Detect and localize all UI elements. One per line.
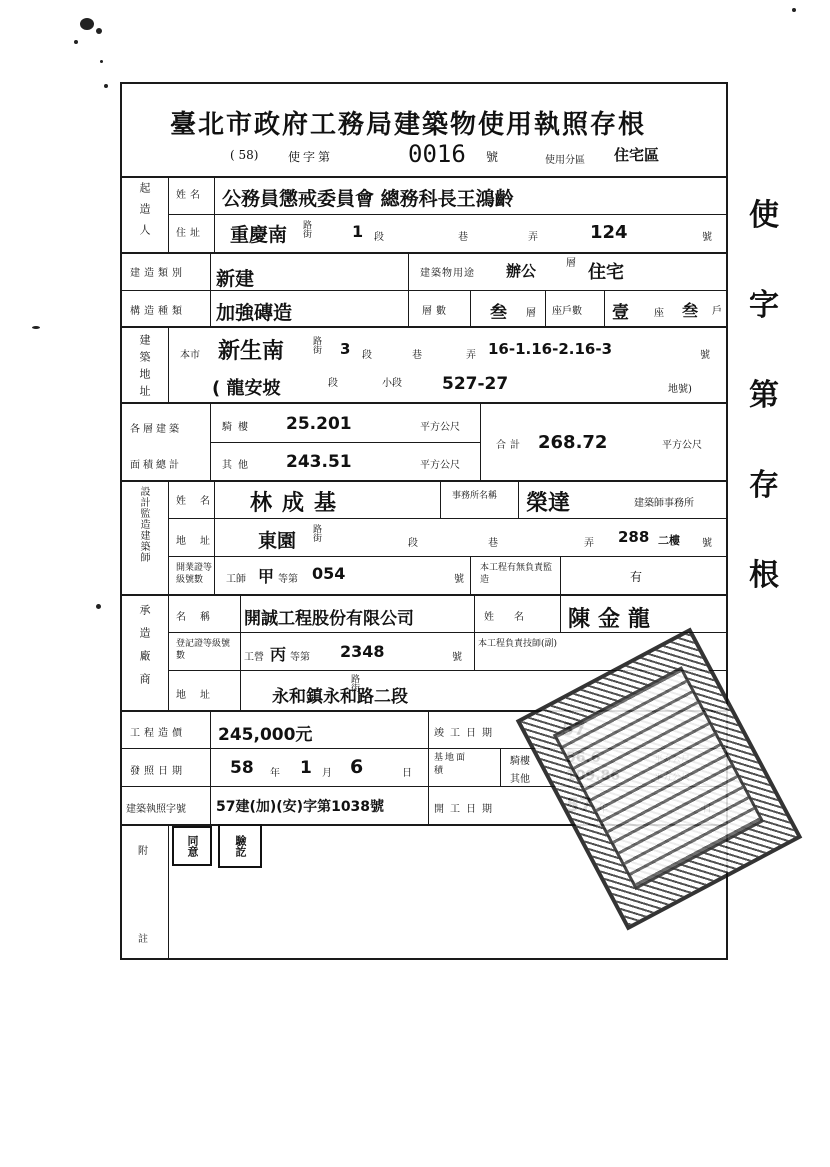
designer-addr-lane-unit: 巷 [488,538,498,549]
base-other-label: 其他 [510,774,530,785]
designer-addr-road: 東園 [258,530,297,552]
contractor-reg-number: 2348 [340,642,385,661]
contractor-person-label: 姓名 [484,612,544,623]
builder-addr-section: 1 [352,222,364,241]
builder-addr-hao: 號 [702,232,712,243]
designer-office-label: 事務所名稱 [452,491,498,501]
designer-resp-value: 有 [630,570,643,584]
area-arcade-value: 25.201 [286,414,352,434]
site-road: 新生南 [218,339,285,364]
large-seal-stamp [516,627,803,930]
license-hao: 號 [486,150,499,164]
contractor-person-value: 陳金龍 [568,607,659,632]
inspection-stamp [218,824,262,868]
issue-label: 發照日期 [130,766,186,777]
area-other-value: 243.51 [286,452,352,472]
structure-label: 構造種類 [130,306,186,317]
floors-label: 層數 [422,306,450,317]
margin-char-5: 根 [749,558,779,593]
license-year: ( 58) [230,148,259,162]
contractor-reg-grade: 丙 [270,645,287,664]
builder-addr-road: 重慶南 [230,224,288,246]
contractor-reg-hao: 號 [452,652,462,663]
units-value-2: 叁 [682,301,699,320]
site-group-label: 建築地址 [138,334,151,402]
designer-addr-hao: 號 [702,538,712,549]
margin-char-2: 字 [749,288,779,323]
designer-name-label: 姓名 [176,496,224,507]
margin-text-column [744,190,784,594]
units-unit-1: 座 [654,308,664,319]
contractor-addr-value: 永和鎮永和路二段 [272,687,408,707]
start-label: 開工日期 [434,804,498,815]
designer-license-number: 054 [312,564,346,583]
designer-addr-number: 288 [618,528,650,546]
contractor-tech-label: 本工程負責技師(副) [478,639,558,649]
designer-license-label: 開業證等級號數 [176,563,213,585]
base-arcade-label: 騎樓 [510,756,530,767]
build-type-label: 建造類別 [130,268,186,279]
license-number: 0016 [408,140,466,168]
floors-unit: 層 [526,308,536,319]
site-lane-unit: 巷 [412,350,422,361]
contractor-name-label: 名稱 [176,612,224,623]
designer-addr-road-unit: 路街 [311,524,321,542]
builder-name-value: 公務員懲戒委員會 總務科長王鴻齡 [222,188,514,210]
designer-license-mid: 等第 [278,574,298,585]
remarks-label-bottom: 註 [138,934,148,945]
designer-resp-label: 本工程有無負責監造 [480,563,553,585]
contractor-name-value: 開誠工程股份有限公司 [244,609,414,629]
use-value: 辦公 [506,262,537,280]
designer-license-grade: 甲 [258,567,275,586]
site-hao: 號 [700,350,710,361]
site-numbers: 16-1.16-2.16-3 [488,340,613,358]
zone-value: 住宅區 [614,146,660,164]
floors-value: 叁 [490,303,507,323]
area-total-label: 合計 [496,440,524,451]
area-group-label-2: 面積總計 [130,460,182,471]
site-section-unit: 段 [362,350,372,361]
structure-value: 加強磚造 [216,302,293,324]
build-type-value: 新建 [216,268,255,290]
site-road-unit: 路街 [311,336,321,354]
issue-d: 日 [402,768,412,779]
builder-addr-alley-unit: 弄 [528,232,538,243]
area-other-unit: 平方公尺 [420,460,460,471]
margin-char-1: 使 [749,198,779,233]
builder-addr-number: 124 [590,222,628,243]
builder-addr-section-unit: 段 [374,232,384,243]
site-lot: 527-27 [442,374,509,394]
permit-value: 57建(加)(安)字第1038號 [216,799,385,815]
base-label: 基地面積 [434,753,468,776]
area-total-value: 268.72 [538,432,608,453]
units-unit-2: 戶 [712,306,722,317]
designer-addr-section-unit: 段 [408,538,418,549]
license-number-label: 使字第 [288,150,334,164]
zone-label: 使用分區 [545,155,585,166]
inspection-stamp-text: 驗訖 [234,835,247,857]
use-floor-unit: 層 [566,258,576,269]
approval-stamp [172,826,212,866]
form-title: 臺北市政府工務局建築物使用執照存根 [170,110,647,140]
builder-addr-road-unit: 路街 [301,220,311,238]
builder-group-label: 起造人 [138,182,151,245]
designer-license-hao: 號 [454,574,464,585]
completion-label: 竣工日期 [434,728,498,739]
designer-license-prefix: 工師 [226,574,246,585]
site-subsection: 小段 [382,378,402,389]
designer-office-value: 榮達 [526,491,571,516]
cost-value: 245,000元 [218,725,313,745]
approval-stamp-text: 同意 [186,835,199,857]
site-alley-unit: 弄 [466,350,476,361]
designer-addr-alley-unit: 弄 [584,538,594,549]
contractor-reg-prefix: 工營 [244,652,264,663]
contractor-addr-road-unit: 路街 [349,674,359,692]
area-arcade-label: 騎樓 [222,422,254,433]
builder-addr-label: 住址 [176,228,204,239]
designer-group-label: 設計監造建築師 [138,486,149,563]
issue-day: 6 [350,756,364,778]
contractor-group-label: 承造廠商 [138,604,151,696]
contractor-reg-mid: 等第 [290,652,310,663]
contractor-reg-label: 登記證等級號數 [176,639,231,661]
area-other-label: 其他 [222,460,254,471]
site-district-unit: 段 [328,378,338,389]
issue-month: 1 [300,758,312,778]
use-label: 建築物用途 [420,268,475,279]
units-value: 壹 [612,303,629,323]
units-label: 座戶數 [552,306,582,317]
area-total-unit: 平方公尺 [662,440,702,451]
designer-addr-label: 地址 [176,536,224,547]
designer-name-value: 林成基 [250,491,347,516]
cost-label: 工程造價 [130,728,186,739]
site-section: 3 [340,340,351,358]
seal-inner-frame [553,666,765,890]
issue-year: 58 [230,758,254,778]
issue-m: 月 [322,768,332,779]
use-value-2: 住宅 [588,262,624,283]
site-lot-unit: 地號) [668,384,692,395]
designer-addr-floor: 二樓 [658,534,680,547]
permit-label: 建築執照字號 [126,804,186,815]
builder-addr-lane-unit: 巷 [458,232,468,243]
issue-y: 年 [270,768,280,779]
margin-char-4: 存 [749,468,779,503]
site-city: 本市 [180,350,200,361]
margin-char-3: 第 [749,378,779,413]
site-district: ( 龍安坡 [212,378,281,399]
area-arcade-unit: 平方公尺 [420,422,460,433]
contractor-addr-label: 地址 [176,690,224,701]
builder-name-label: 姓名 [176,190,204,201]
area-group-label-1: 各層建築 [130,424,182,435]
remarks-label-top: 附 [138,846,148,857]
designer-office-suffix: 建築師事務所 [634,498,694,509]
